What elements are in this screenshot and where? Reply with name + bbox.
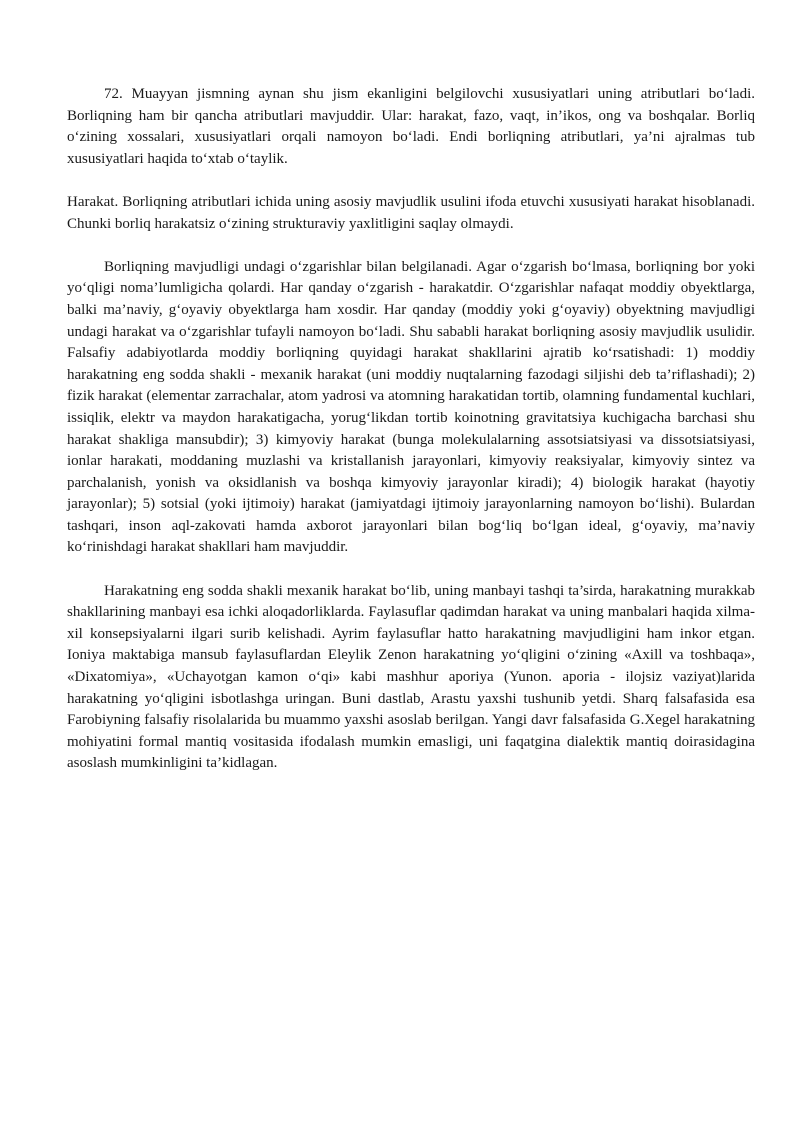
- document-body: [67, 84, 755, 797]
- paragraph-motion-forms: Borliqning mavjudligi undagi o‘zgarishlar bilan belgilanadi. Agar o‘zgarish bo‘lmasa, borliqning bor yoki yo‘qligi noma’lumligicha qolardi. Har qanday o‘zgarish - harakatdir. O‘zgarishlar nafaqat moddiy obyektlarga, balki ma’naviy, g‘oyaviy obyektlarga ham xosdir. Har qanday (moddiy yoki g‘oyaviy) obyektning mavjudligi undagi harakat va o‘zgarishlar tufayli namoyon bo‘ladi. Shu sababli harakat borliqning asosiy mavjudlik usulidir. Falsafiy adabiyotlarda moddiy borliqning quyidagi harakat shakllarini ajratib ko‘rsatishadi: 1) moddiy harakatning eng sodda shakli - mexanik harakat (uni moddiy nuqtalarning fazodagi siljishi deb ta’riflashadi); 2) fizik harakat (elementar zarrachalar, atom yadrosi va atomning harakatidan tortib, olamning fundamental kuchlari, issiqlik, elektr va maydon harakatigacha, yorug‘likdan tortib koinotning gravitatsiya kuchigacha barchasi shu harakat shakliga mansubdir); 3) kimyoviy harakat (bunga molekulalarning assotsiatsiyasi va dissotsiatsiyasi, ionlar harakati, moddaning muzlashi va kristallanish jarayonlari, kimyoviy reaksiyalar, kimyoviy sintez va parchalanish, yonish va oksidlanish va boshqa kimyoviy jarayonlar kiradi); 4) biologik harakat (hayotiy jarayonlar); 5) sotsial (yoki ijtimoiy) harakat (jamiyatdagi ijtimoiy jarayonlarning namoyon bo‘lishi). Bulardan tashqari, inson aql-zakovati hamda axborot jarayonlari bilan bog‘liq bo‘lgan ideal, g‘oyaviy, ma’naviy ko‘rinishdagi harakat shakllari ham mavjuddir.: [67, 258, 755, 556]
- paragraph-motion-sources: Harakatning eng sodda shakli mexanik harakat bo‘lib, uning manbayi tashqi ta’sirda, harakatning murakkab shakllarining manbayi esa ichki aloqadorliklarda. Faylasuflar qadimdan harakat va uning manbalari haqida xilma-xil konsepsiyalarni ilgari surib kelishadi. Ayrim faylasuflar hatto harakatning mavjudligini ham inkor etgan. Ioniya maktabiga mansub faylasuflardan Eleylik Zenon harakatning yo‘qligini o‘zining «Axill va toshbaqa», «Dixatomiya», «Uchayotgan kamon o‘qi» kabi mashhur aporiya (Yunon. aporia - ilojsiz vaziyat)larida harakatning yo‘qligini isbotlashga uringan. Buni dastlab, Arastu yaxshi tushunib yetdi. Sharq falsafasida esa Farobiyning falsafiy risolalarida bu muammo yaxshi asoslab berilgan. Yangi davr falsafasida G.Xegel harakatning mohiyatini formal mantiq vositasida ifodalash mumkin emasligi, uni faqatgina dialektik mantiq doirasidagina asoslash mumkinligini ta’kidlagan.: [67, 582, 755, 772]
- paragraph-harakat-definition: Harakat. Borliqning atributlari ichida uning asosiy mavjudlik usulini ifoda etuvchi xususiyati harakat hisoblanadi. Chunki borliq harakatsiz o‘zining strukturaviy yaxlitligini saqlay olmaydi.: [67, 193, 755, 232]
- paragraph-attributes-intro: 72. Muayyan jismning aynan shu jism ekanligini belgilovchi xususiyatlari uning atributlari bo‘ladi. Borliqning ham bir qancha atributlari mavjuddir. Ular: harakat, fazo, vaqt, in’ikos, ong va boshqalar. Borliq o‘zining xossalari, xususiyatlari orqali namoyon bo‘ladi. Endi borliqning atributlari, ya’ni ajralmas tub xususiyatlari haqida to‘xtab o‘taylik.: [67, 86, 755, 167]
